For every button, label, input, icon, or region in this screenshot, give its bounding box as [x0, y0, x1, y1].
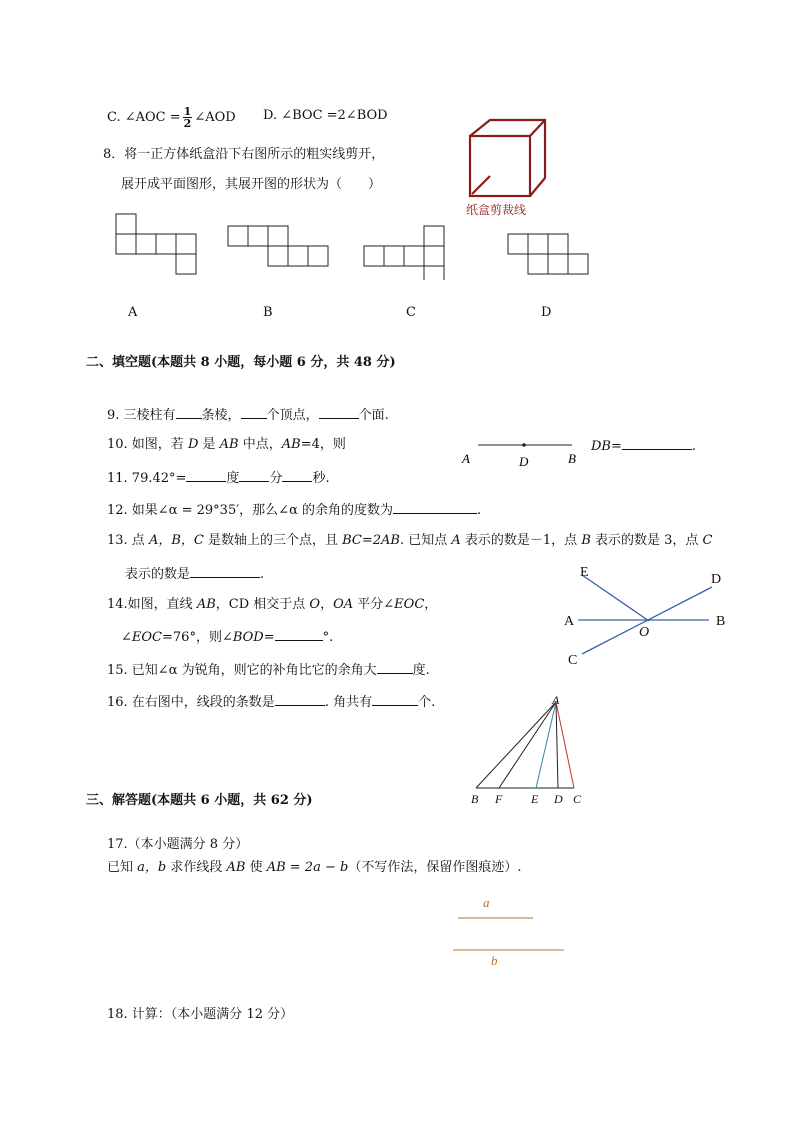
cube-edge [530, 120, 545, 136]
q14-line1: 14.如图，直线 AB，CD 相交于点 O，OA 平分∠EOC， [107, 597, 438, 612]
q17-body: 已知 a，b 求作线段 AB 使 AB = 2a − b（不写作法，保留作图痕迹）. [107, 860, 522, 875]
q8-line2: 展开成平面图形，其展开图的形状为（ ） [121, 177, 382, 192]
q11: 11. 79.42°= 度 分 秒. [107, 471, 330, 486]
q16-blank-segments[interactable] [275, 693, 325, 706]
cube-caption: 纸盒剪裁线 [466, 203, 527, 217]
net-a[interactable] [116, 214, 196, 274]
segment-ac [556, 702, 574, 788]
point-f-label: F [495, 792, 503, 806]
q13-line1: 13. 点 A，B，C 是数轴上的三个点，且 BC=2AB. 已知点 A 表示的数是－1，点 B 表示的数是 3，点 C [107, 533, 713, 548]
section3-heading: 三、解答题(本题共 6 小题，共 62 分) [86, 793, 313, 808]
section2-heading: 二、填空题(本题共 8 小题，每小题 6 分，共 48 分) [86, 355, 396, 370]
segment-b-label: b [491, 953, 498, 968]
q10: 10. 如图，若 D 是 AB 中点，AB=4，则 [107, 437, 346, 452]
q18-title: 18. 计算：（本小题满分 12 分） [107, 1007, 294, 1022]
cube-cut-line [472, 176, 490, 194]
q14-blank[interactable] [275, 628, 323, 641]
point-c-label: C [573, 792, 582, 806]
q16-blank-angles[interactable] [372, 693, 418, 706]
q10-answer: DB= . [591, 439, 697, 454]
point-a-label: A [462, 451, 470, 466]
q10-blank[interactable] [622, 437, 692, 450]
q17-title: 17.（本小题满分 8 分） [107, 837, 249, 852]
segment-ad [556, 702, 558, 788]
q11-blank-min[interactable] [239, 469, 269, 482]
point-c-label: C [568, 653, 578, 668]
segment-ab [476, 702, 556, 788]
point-b-label: B [716, 614, 726, 629]
q16-figure [466, 692, 590, 810]
q15: 15. 已知∠α 为锐角，则它的补角比它的余角大 度. [107, 663, 430, 678]
point-a-label: A [552, 693, 560, 707]
midpoint-d [522, 443, 526, 447]
q15-blank[interactable] [377, 661, 413, 674]
option-b-label[interactable]: B [263, 305, 273, 320]
point-d-label: D [711, 572, 722, 587]
q7-option-c: C. ∠AOC = $\frac{1}{2}$ ∠AOD [107, 105, 236, 130]
segment-af [499, 702, 556, 788]
q16: 16. 在右图中，线段的条数是 . 角共有 个. [107, 695, 436, 710]
option-d-label[interactable]: D [541, 305, 552, 320]
net-b[interactable] [228, 226, 328, 266]
point-d-label: D [519, 454, 529, 469]
cube-figure [462, 116, 552, 200]
point-a-label: A [564, 614, 575, 629]
option-c-label[interactable]: C [406, 305, 416, 320]
q10-figure [458, 436, 598, 470]
option-a-label[interactable]: A [128, 305, 138, 320]
point-o-label: O [639, 625, 650, 640]
q12: 12. 如果∠α = 29°35′，那么∠α 的余角的度数为 . [107, 503, 482, 518]
q9-blank-2[interactable] [241, 406, 267, 419]
point-b-label: B [471, 792, 479, 806]
fraction-half: $\frac{1}{2}$ [183, 105, 192, 130]
segment-a-label: a [483, 895, 490, 910]
q7-option-d: D. ∠BOC =2∠BOD [263, 108, 388, 123]
point-b-label: B [568, 451, 576, 466]
point-e-label: E [580, 565, 589, 580]
q11-blank-sec[interactable] [282, 469, 312, 482]
q9: 9. 三棱柱有 条棱， 个顶点， 个面. [107, 408, 389, 423]
q14-figure [556, 560, 740, 672]
net-options [110, 208, 610, 280]
q17-segments [448, 892, 572, 970]
segment-ae [536, 702, 556, 788]
q9-blank-3[interactable] [319, 406, 359, 419]
ray-oe [582, 575, 649, 621]
q12-blank[interactable] [393, 501, 477, 514]
q11-blank-deg[interactable] [186, 469, 226, 482]
net-c[interactable] [364, 226, 444, 280]
net-d[interactable] [508, 234, 588, 274]
point-e-label: E [531, 792, 539, 806]
point-d-label: D [554, 792, 563, 806]
q14-line2: ∠EOC=76°，则∠BOD= °. [121, 630, 334, 645]
q13-line2: 表示的数是 . [125, 567, 265, 582]
q9-blank-1[interactable] [176, 406, 202, 419]
q13-blank[interactable] [190, 565, 260, 578]
q8-line1: 8．将一正方体纸盒沿下右图所示的粗实线剪开， [103, 147, 385, 162]
